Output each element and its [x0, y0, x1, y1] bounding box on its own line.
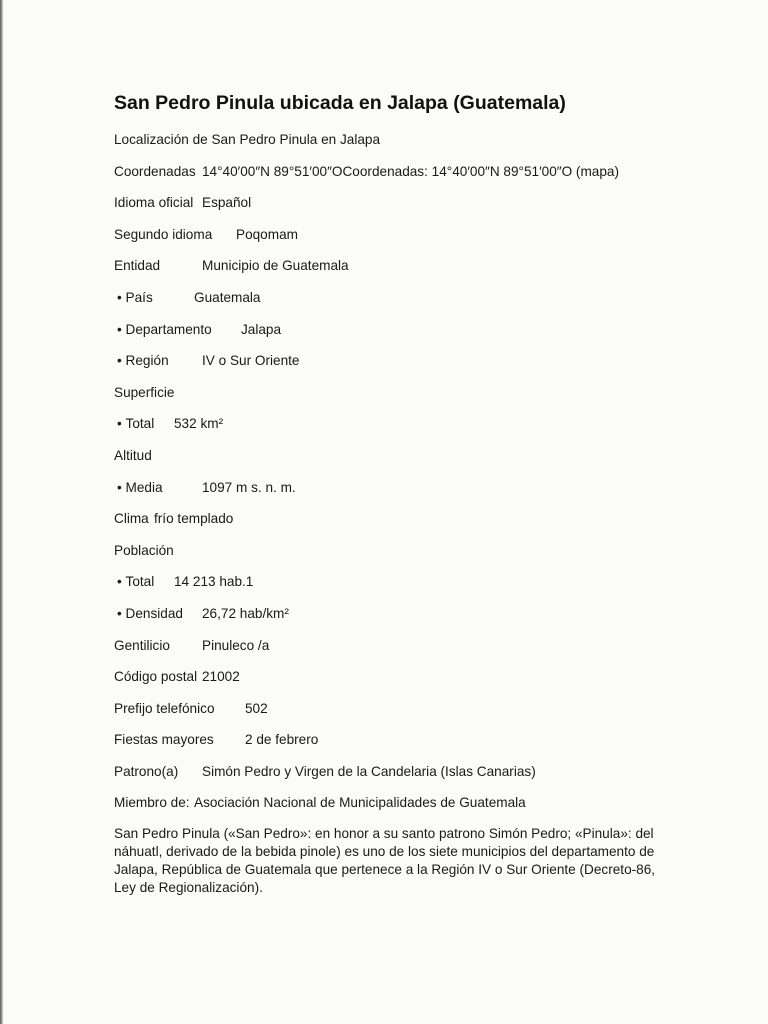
document-subtitle: [114, 131, 674, 149]
info-row-label: • Densidad: [114, 605, 202, 623]
info-row-value: Español: [202, 195, 252, 211]
info-row-value: 14°40′00″N 89°51′00″OCoordenadas: 14°40′00″N 89°51′00″O (mapa): [202, 163, 619, 179]
info-row: [114, 289, 674, 307]
info-row: [114, 763, 674, 781]
info-row-value: Municipio de Guatemala: [202, 258, 349, 274]
info-row-label: Gentilicio: [114, 637, 170, 653]
info-row-label: • Total: [114, 415, 174, 433]
info-row-label: • País: [114, 289, 194, 307]
info-row-label: Prefijo telefónico: [114, 700, 215, 716]
info-row-value: 21002: [202, 669, 240, 685]
info-row-value: Asociación Nacional de Municipalidades de Guatemala: [194, 795, 526, 811]
info-row-value: frío templado: [154, 511, 234, 527]
info-row-label: Fiestas mayores: [114, 732, 214, 748]
info-row-label: • Media: [114, 479, 202, 497]
info-row-label: • Departamento: [114, 321, 241, 339]
info-row-value: 502: [245, 700, 268, 716]
info-row-label: Altitud: [114, 447, 152, 463]
info-row-value: Poqomam: [236, 226, 298, 242]
info-row-label: Patrono(a): [114, 763, 179, 779]
info-row: [114, 352, 674, 370]
scan-edge-shadow: [0, 0, 3, 1024]
info-row-label: • Región: [114, 352, 202, 370]
info-row: [114, 605, 674, 623]
info-row: [114, 447, 674, 465]
info-row: [114, 700, 674, 718]
info-row-label: Superficie: [114, 384, 175, 400]
info-row: [114, 163, 674, 181]
info-row: [114, 226, 674, 244]
info-rows: [114, 163, 674, 813]
info-row-value: IV o Sur Oriente: [202, 353, 300, 369]
info-row-value: Guatemala: [194, 289, 261, 305]
info-row-value: Simón Pedro y Virgen de la Candelaria (Islas Canarias): [202, 763, 536, 779]
info-row: [114, 479, 674, 497]
info-row: [114, 384, 674, 402]
info-row-label: Segundo idioma: [114, 226, 213, 242]
info-row-label: Miembro de:: [114, 795, 190, 811]
info-row: [114, 573, 674, 591]
document-page: [114, 89, 674, 911]
description-paragraph: San Pedro Pinula («San Pedro»: en honor a su santo patrono Simón Pedro; «Pinula»: del náhuatl, derivado de la bebida pinole) es uno de los siete municipios del departamento de Jalapa, República de Guatemala que pertenece a la Región IV o Sur Oriente (Decreto-86, Ley de Regionalización).: [114, 826, 656, 896]
subtitle-text: Localización de San Pedro Pinula en Jalapa: [114, 132, 381, 147]
info-row-value: 26,72 hab/km²: [202, 605, 289, 621]
document-title: San Pedro Pinula ubicada en Jalapa (Guatemala): [114, 92, 566, 114]
info-row-label: Idioma oficial: [114, 195, 194, 211]
info-row-label: • Total: [114, 573, 174, 591]
info-row-value: 1097 m s. n. m.: [202, 479, 296, 495]
info-row-value: 14 213 hab.1: [174, 574, 254, 590]
info-row: [114, 415, 674, 433]
info-row-label: Población: [114, 542, 174, 558]
info-row: [114, 542, 674, 560]
info-row-label: Entidad: [114, 258, 161, 274]
info-row-value: 2 de febrero: [245, 732, 319, 748]
info-row-label: Código postal: [114, 669, 198, 685]
info-row: [114, 637, 674, 655]
info-row: [114, 257, 674, 275]
info-row: [114, 321, 674, 339]
info-row: [114, 510, 674, 528]
info-row: [114, 794, 674, 812]
info-row-label: Coordenadas: [114, 163, 196, 179]
info-row: [114, 668, 674, 686]
info-row-value: Jalapa: [241, 321, 282, 337]
info-row-value: Pinuleco /a: [202, 637, 270, 653]
info-row: [114, 731, 674, 749]
info-row: [114, 194, 674, 212]
info-row-label: Clima: [114, 511, 149, 527]
info-row-value: 532 km²: [174, 416, 224, 432]
